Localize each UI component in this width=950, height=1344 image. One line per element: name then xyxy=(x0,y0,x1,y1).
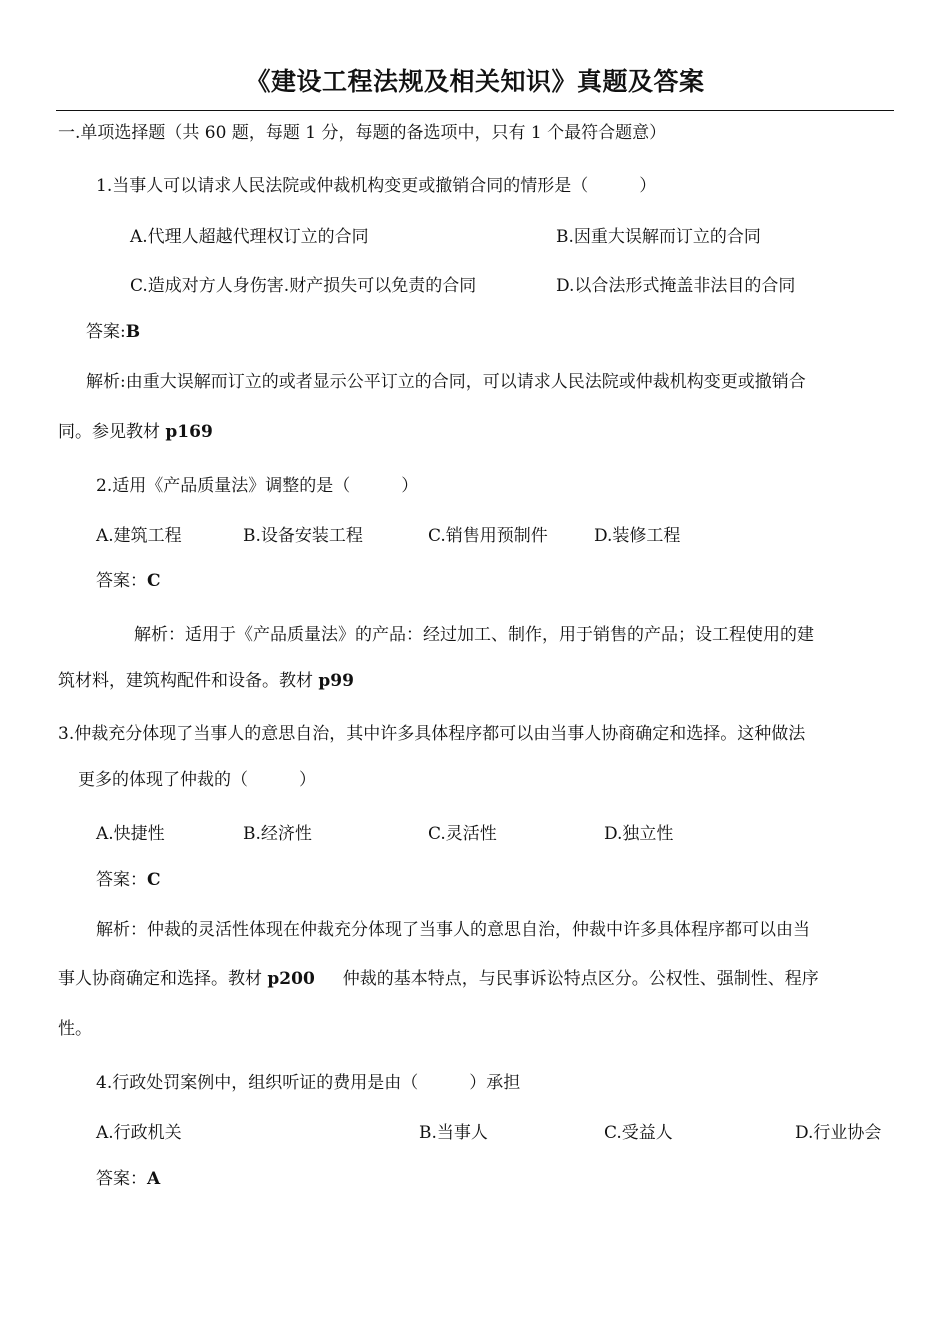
question-1-stem: 1.当事人可以请求人民法院或仲裁机构变更或撤销合同的情形是（ ） xyxy=(96,176,657,196)
question-3-analysis-line-1: 解析：仲裁的灵活性体现在仲裁充分体现了当事人的意思自治，仲裁中许多具体程序都可以由当 xyxy=(96,920,810,940)
question-1-option-c: C.造成对方人身伤害.财产损失可以免责的合同 xyxy=(130,276,477,296)
section-heading: 一.单项选择题（共 60 题，每题 1 分，每题的备选项中，只有 1 个最符合题意） xyxy=(58,123,667,143)
analysis-text: 同。参见教材 xyxy=(58,422,166,442)
question-3-stem-line-1: 3.仲裁充分体现了当事人的意思自治，其中许多具体程序都可以由当事人协商确定和选择。这种做法 xyxy=(58,724,806,744)
question-2-option-b: B.设备安装工程 xyxy=(243,526,363,546)
textbook-page-ref: p200 xyxy=(267,969,315,989)
question-3-answer xyxy=(96,868,161,892)
answer-label: 答案: xyxy=(86,322,126,342)
document-title: 《建设工程法规及相关知识》真题及答案 xyxy=(245,67,705,96)
analysis-text: 事人协商确定和选择。教材 xyxy=(58,969,268,989)
question-2-stem: 2.适用《产品质量法》调整的是（ ） xyxy=(96,476,419,496)
answer-value: B xyxy=(125,322,141,342)
answer-value: C xyxy=(147,870,161,890)
question-3-option-a: A.快捷性 xyxy=(96,824,165,844)
answer-label: 答案： xyxy=(96,571,147,591)
question-4-option-d: D.行业协会 xyxy=(795,1123,882,1143)
answer-label: 答案： xyxy=(96,870,147,890)
question-3-analysis-line-2 xyxy=(58,967,819,991)
question-3-stem-line-2: 更多的体现了仲裁的（ ） xyxy=(78,770,316,790)
answer-value: A xyxy=(147,1169,161,1189)
question-2-answer xyxy=(96,569,161,593)
title-divider xyxy=(56,110,894,111)
question-2-analysis-line-1: 解析：适用于《产品质量法》的产品：经过加工、制作，用于销售的产品；设工程使用的建 xyxy=(134,625,814,645)
question-1-option-a: A.代理人超越代理权订立的合同 xyxy=(130,227,369,247)
analysis-tail: 仲裁的基本特点，与民事诉讼特点区分。公权性、强制性、程序 xyxy=(342,969,819,989)
question-3-option-b: B.经济性 xyxy=(243,824,312,844)
question-2-analysis-line-2 xyxy=(58,669,354,693)
question-1-analysis-line-2 xyxy=(58,420,213,444)
question-3-option-c: C.灵活性 xyxy=(428,824,497,844)
question-3-analysis-line-3: 性。 xyxy=(58,1019,92,1039)
question-1-option-d: D.以合法形式掩盖非法目的合同 xyxy=(556,276,796,296)
question-3-option-d: D.独立性 xyxy=(604,824,674,844)
question-4-option-b: B.当事人 xyxy=(419,1123,488,1143)
question-4-stem: 4.行政处罚案例中，组织听证的费用是由（ ）承担 xyxy=(96,1073,521,1093)
analysis-text: 筑材料，建筑构配件和设备。教材 xyxy=(58,671,319,691)
question-1-answer xyxy=(86,320,140,344)
answer-value: C xyxy=(147,571,161,591)
question-4-option-a: A.行政机关 xyxy=(96,1123,182,1143)
question-4-answer xyxy=(96,1167,160,1191)
textbook-page-ref: p99 xyxy=(318,671,354,691)
question-2-option-d: D.装修工程 xyxy=(594,526,681,546)
question-2-option-c: C.销售用预制件 xyxy=(428,526,548,546)
answer-label: 答案： xyxy=(96,1169,147,1189)
question-2-option-a: A.建筑工程 xyxy=(96,526,182,546)
question-1-analysis-line-1: 解析:由重大误解而订立的或者显示公平订立的合同，可以请求人民法院或仲裁机构变更或撤销合 xyxy=(86,372,806,392)
question-4-option-c: C.受益人 xyxy=(604,1123,673,1143)
question-1-option-b: B.因重大误解而订立的合同 xyxy=(556,227,761,247)
textbook-page-ref: p169 xyxy=(165,422,213,442)
